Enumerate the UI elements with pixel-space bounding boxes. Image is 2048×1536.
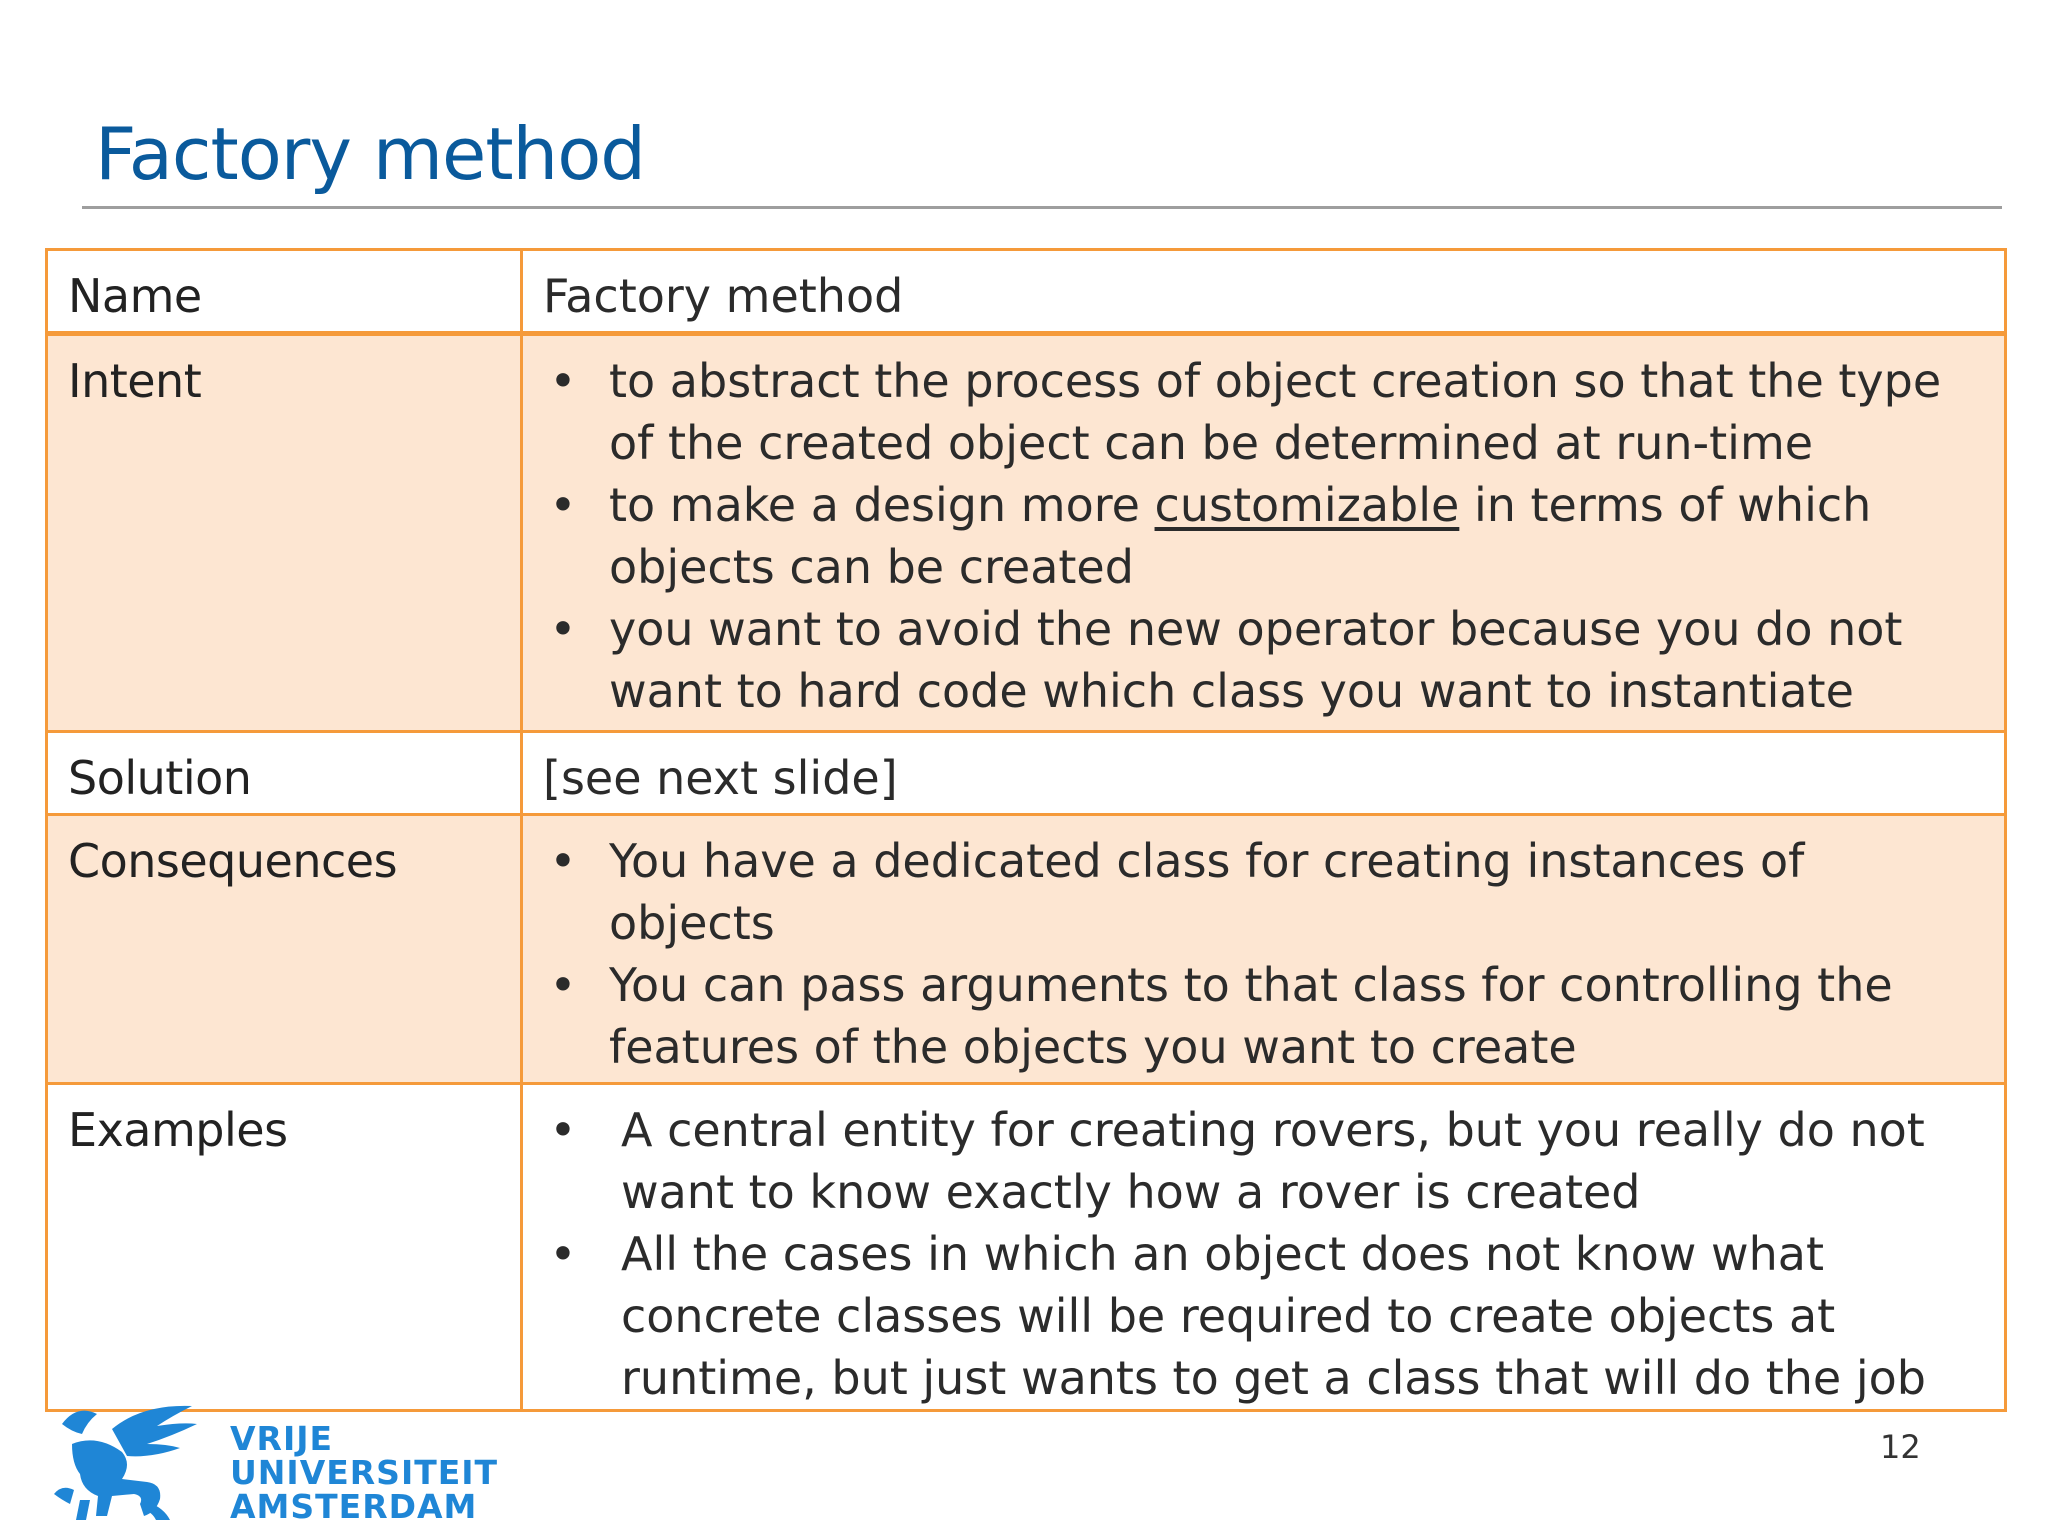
solution-value: [see next slide]	[522, 732, 2006, 815]
table-row-consequences	[47, 815, 2006, 1084]
title-divider	[82, 206, 2002, 209]
bullet-icon: •	[549, 602, 577, 656]
solution-label: Solution	[47, 732, 522, 815]
name-value: Factory method	[522, 250, 2006, 334]
example-text: A central entity for creating rovers, but you really do not want to know exactly how a rover is created	[621, 1103, 1925, 1219]
wordmark-line: AMSTERDAM	[230, 1487, 478, 1526]
intent-bullet-text-end: in terms of which objects can be created	[609, 478, 1872, 594]
intent-bullet-text-start: to make a design more	[609, 478, 1155, 532]
consequence-text: You have a dedicated class for creating instances of objects	[609, 834, 1805, 950]
consequences-value	[522, 815, 2006, 1084]
griffin-logo-icon	[52, 1404, 202, 1522]
list-item	[543, 350, 1984, 474]
table-row-intent	[47, 334, 2006, 732]
consequences-bullets	[543, 830, 1984, 1078]
bullet-icon: •	[549, 1103, 577, 1157]
bullet-icon: •	[549, 1227, 577, 1281]
examples-label: Examples	[47, 1084, 522, 1411]
name-label: Name	[47, 250, 522, 334]
customizable-term: customizable	[1154, 478, 1460, 532]
intent-bullets	[543, 350, 1984, 722]
list-item	[543, 598, 1984, 722]
examples-bullets	[543, 1099, 1984, 1409]
table-row-solution	[47, 732, 2006, 815]
consequence-text: You can pass arguments to that class for controlling the features of the objects you want to create	[609, 958, 1893, 1074]
intent-bullet-text: to abstract the process of object creation so that the type of the created object can be determined at run-time	[609, 354, 1942, 470]
bullet-icon: •	[549, 958, 577, 1012]
table-row-name	[47, 250, 2006, 334]
examples-value	[522, 1084, 2006, 1411]
table-row-examples	[47, 1084, 2006, 1411]
list-item	[543, 474, 1984, 598]
slide-title: Factory method	[95, 112, 645, 196]
wordmark-line: UNIVERSITEIT	[230, 1453, 499, 1492]
intent-bullet-text: you want to avoid the new operator because you do not want to hard code which class you want to instantiate	[609, 602, 1903, 718]
list-item	[543, 954, 1984, 1078]
page-number: 12	[1880, 1428, 1921, 1466]
bullet-icon: •	[549, 834, 577, 888]
university-wordmark	[230, 1419, 499, 1526]
bullet-icon: •	[549, 354, 577, 408]
list-item	[543, 1223, 1984, 1409]
list-item	[543, 830, 1984, 954]
consequences-label: Consequences	[47, 815, 522, 1084]
example-text: All the cases in which an object does not know what concrete classes will be required to create objects at runtime, but just wants to get a class that will do the job	[621, 1227, 1926, 1405]
bullet-icon: •	[549, 478, 577, 532]
intent-label: Intent	[47, 334, 522, 732]
wordmark-line: VRIJE	[230, 1419, 334, 1458]
intent-value	[522, 334, 2006, 732]
pattern-table	[45, 248, 2007, 1412]
list-item	[543, 1099, 1984, 1223]
